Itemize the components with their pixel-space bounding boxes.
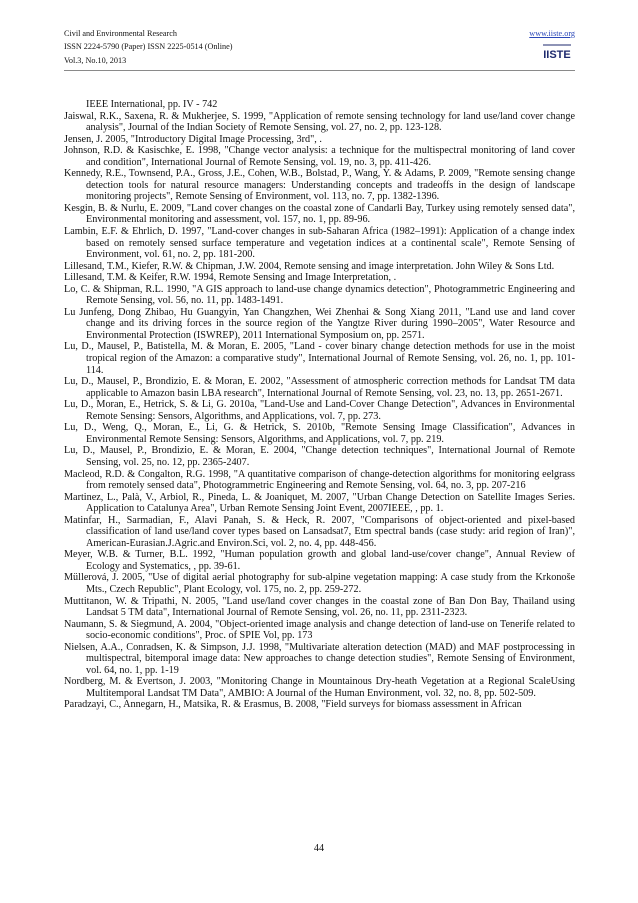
reference-entry: Nielsen, A.A., Conradsen, K. & Simpson, J.J. 1998, "Multivariate alteration detection (MAD) and MAF postprocessing in multispectral, bitemporal image data: New approaches to change detection studies", Remote Sensing of Environment, vol. 64, no. 1, pp. 1-19: [64, 641, 575, 676]
issn-line: ISSN 2224-5790 (Paper) ISSN 2225-0514 (Online): [64, 42, 233, 52]
reference-entry: Kesgin, B. & Nurlu, E. 2009, "Land cover changes on the coastal zone of Candarli Bay, Turkey using remotely sensed data", Environmental monitoring and assessment, vol. 157, no. 1, pp. 89-96.: [64, 202, 575, 226]
reference-entry: Lu, D., Weng, Q., Moran, E., Li, G. & Hetrick, S. 2010b, "Remote Sensing Image Classification", Advances in Environmental Remote Sensing: Sensors, Algorithms, and Applications, vol. 7, pp. 219.: [64, 422, 575, 445]
reference-entry: Paradzayi, C., Annegarn, H., Matsika, R. & Erasmus, B. 2008, "Field surveys for biomass assessment in African: [64, 699, 522, 711]
reference-entry: Lambin, E.F. & Ehrlich, D. 1997, "Land-cover changes in sub-Saharan Africa (1982–1991): Application of a change index based on remotely sensed surface temperature and vegetation indices at a continental scale", Remote Sensing of Environment, vol. 61, no. 2, pp. 181-200.: [64, 226, 575, 261]
reference-entry: Lu, D., Moran, E., Hetrick, S. & Li, G. 2010a, "Land-Use and Land-Cover Change Detection", Advances in Environmental Remote Sensing: Sensors, Algorithms, and Applications, vol. 7, pp. 273.: [64, 399, 575, 422]
header-divider: [64, 70, 575, 71]
reference-entry: IEEE International, pp. IV - 742: [86, 99, 218, 110]
reference-entry: Matinfar, H., Sarmadian, F., Alavi Panah, S. & Heck, R. 2007, "Comparisons of object-oriented and pixel-based classification of land use/land cover types based on Lansadsat7, Etm spectral bands (case study: arid region of Iran)", American-Eurasian.J.Agric.and Environ.Sci, vol. 2, no. 4, pp. 448-456.: [64, 514, 575, 549]
reference-entry: Jaiswal, R.K., Saxena, R. & Mukherjee, S. 1999, "Application of remote sensing technology for land use/land cover change analysis", Journal of the Indian Society of Remote Sensing, vol. 27, no. 2, pp. 123-128.: [64, 110, 575, 134]
reference-entry: Lu Junfeng, Dong Zhibao, Hu Guangyin, Yan Changzhen, Wei Zhenhai & Song Xiang 2011, "Land use and land cover change and its driving forces in the source region of the Yangtze River during 1990–2005", Water Resource and Environmental Protection (ISWREP), 2011 International Symposium on, pp. 2571.: [64, 306, 575, 341]
volume-line: Vol.3, No.10, 2013: [64, 55, 127, 65]
page-number: 44: [313, 843, 325, 854]
reference-entry: Lillesand, T.M. & Keifer, R.W. 1994, Remote Sensing and Image Interpretation, .: [64, 272, 397, 284]
reference-entry: Lo, C. & Shipman, R.L. 1990, "A GIS approach to land-use change dynamics detection", Photogrammetric Engineering and Remote Sensing, vol. 56, no. 11, pp. 1483-1491.: [64, 283, 575, 307]
iiste-logo: [541, 39, 573, 63]
reference-entry: Johnson, R.D. & Kasischke, E. 1998, "Change vector analysis: a technique for the multispectral monitoring of land cover and condition", International Journal of Remote Sensing, vol. 19, no. 3, pp. 411-426.: [64, 145, 575, 168]
journal-name: Civil and Environmental Research: [64, 29, 178, 38]
reference-list: [64, 99, 575, 711]
page-header: [64, 27, 575, 67]
reference-entry: Muttitanon, W. & Tripathi, N. 2005, "Land use/land cover changes in the coastal zone of Ban Don Bay, Thailand using Landsat 5 TM data", International Journal of Remote Sensing, vol. 26, no. 11, pp. 2311-2323.: [64, 595, 575, 619]
reference-entry: Jensen, J. 2005, "Introductory Digital Image Processing, 3rd", .: [64, 133, 322, 145]
reference-entry: Meyer, W.B. & Turner, B.L. 1992, "Human population growth and global land-use/cover change", Annual Review of Ecology and Systematics, , pp. 39-61.: [64, 549, 575, 572]
reference-entry: Nordberg, M. & Evertson, J. 2003, "Monitoring Change in Mountainous Dry-heath Vegetation at a Regional ScaleUsing Multitemporal Landsat TM Data", AMBIO: A Journal of the Human Environment, vol. 32, no. 8, pp. 502-509.: [64, 676, 575, 699]
journal-url-link[interactable]: www.iiste.org: [529, 29, 575, 38]
reference-entry: Müllerová, J. 2005, "Use of digital aerial photography for sub-alpine vegetation mapping: A case study from the Krkonoše Mts., Czech Republic", Plant Ecology, vol. 175, no. 2, pp. 259-272.: [64, 572, 575, 595]
reference-entry: Lu, D., Mausel, P., Brondizio, E. & Moran, E. 2004, "Change detection techniques", International Journal of Remote Sensing, vol. 25, no. 12, pp. 2365-2407.: [64, 445, 575, 468]
reference-entry: Martinez, L., Palà, V., Arbiol, R., Pineda, L. & Joaniquet, M. 2007, "Urban Change Detection on Satellite Images Series. Application to Catalunya Area", Urban Remote Sensing Joint Event, 2007IEEE, , pp. 1.: [64, 491, 575, 515]
reference-entry: Lu, D., Mausel, P., Brondizio, E. & Moran, E. 2002, "Assessment of atmospheric correction methods for Landsat TM data applicable to Amazon basin LBA research", International Journal of Remote Sensing, vol. 23, no. 13, pp. 2651-2671.: [64, 376, 575, 399]
reference-entry: Lillesand, T.M., Kiefer, R.W. & Chipman, J.W. 2004, Remote sensing and image interpretation. John Wiley & Sons Ltd.: [64, 260, 555, 272]
reference-entry: Macleod, R.D. & Congalton, R.G. 1998, "A quantitative comparison of change-detection algorithms for monitoring eelgrass from remotely sensed data", Photogrammetric Engineering and Remote Sensing, vol. 64, no. 3, pp. 207-216: [64, 468, 575, 492]
logo-wordmark: IISTE: [543, 49, 571, 61]
reference-entry: Kennedy, R.E., Townsend, P.A., Gross, J.E., Cohen, W.B., Bolstad, P., Wang, Y. & Adams, P. 2009, "Remote sensing change detection tools for natural resource managers: Understanding concepts and tradeoffs in the design of landscape monitoring projects", Remote Sensing of Environment, vol. 113, no. 7, pp. 1382-1396.: [64, 168, 575, 203]
reference-entry: Lu, D., Mausel, P., Batistella, M. & Moran, E. 2005, "Land - cover binary change detection methods for use in the moist tropical region of the Amazon: a comparative study", International Journal of Remote Sensing, vol. 26, no. 1, pp. 101-114.: [64, 341, 575, 376]
reference-entry: Naumann, S. & Siegmund, A. 2004, "Object-oriented image analysis and change detection of land-use on Tenerife related to socio-economic conditions", Proc. of SPIE Vol, pp. 173: [64, 618, 575, 642]
